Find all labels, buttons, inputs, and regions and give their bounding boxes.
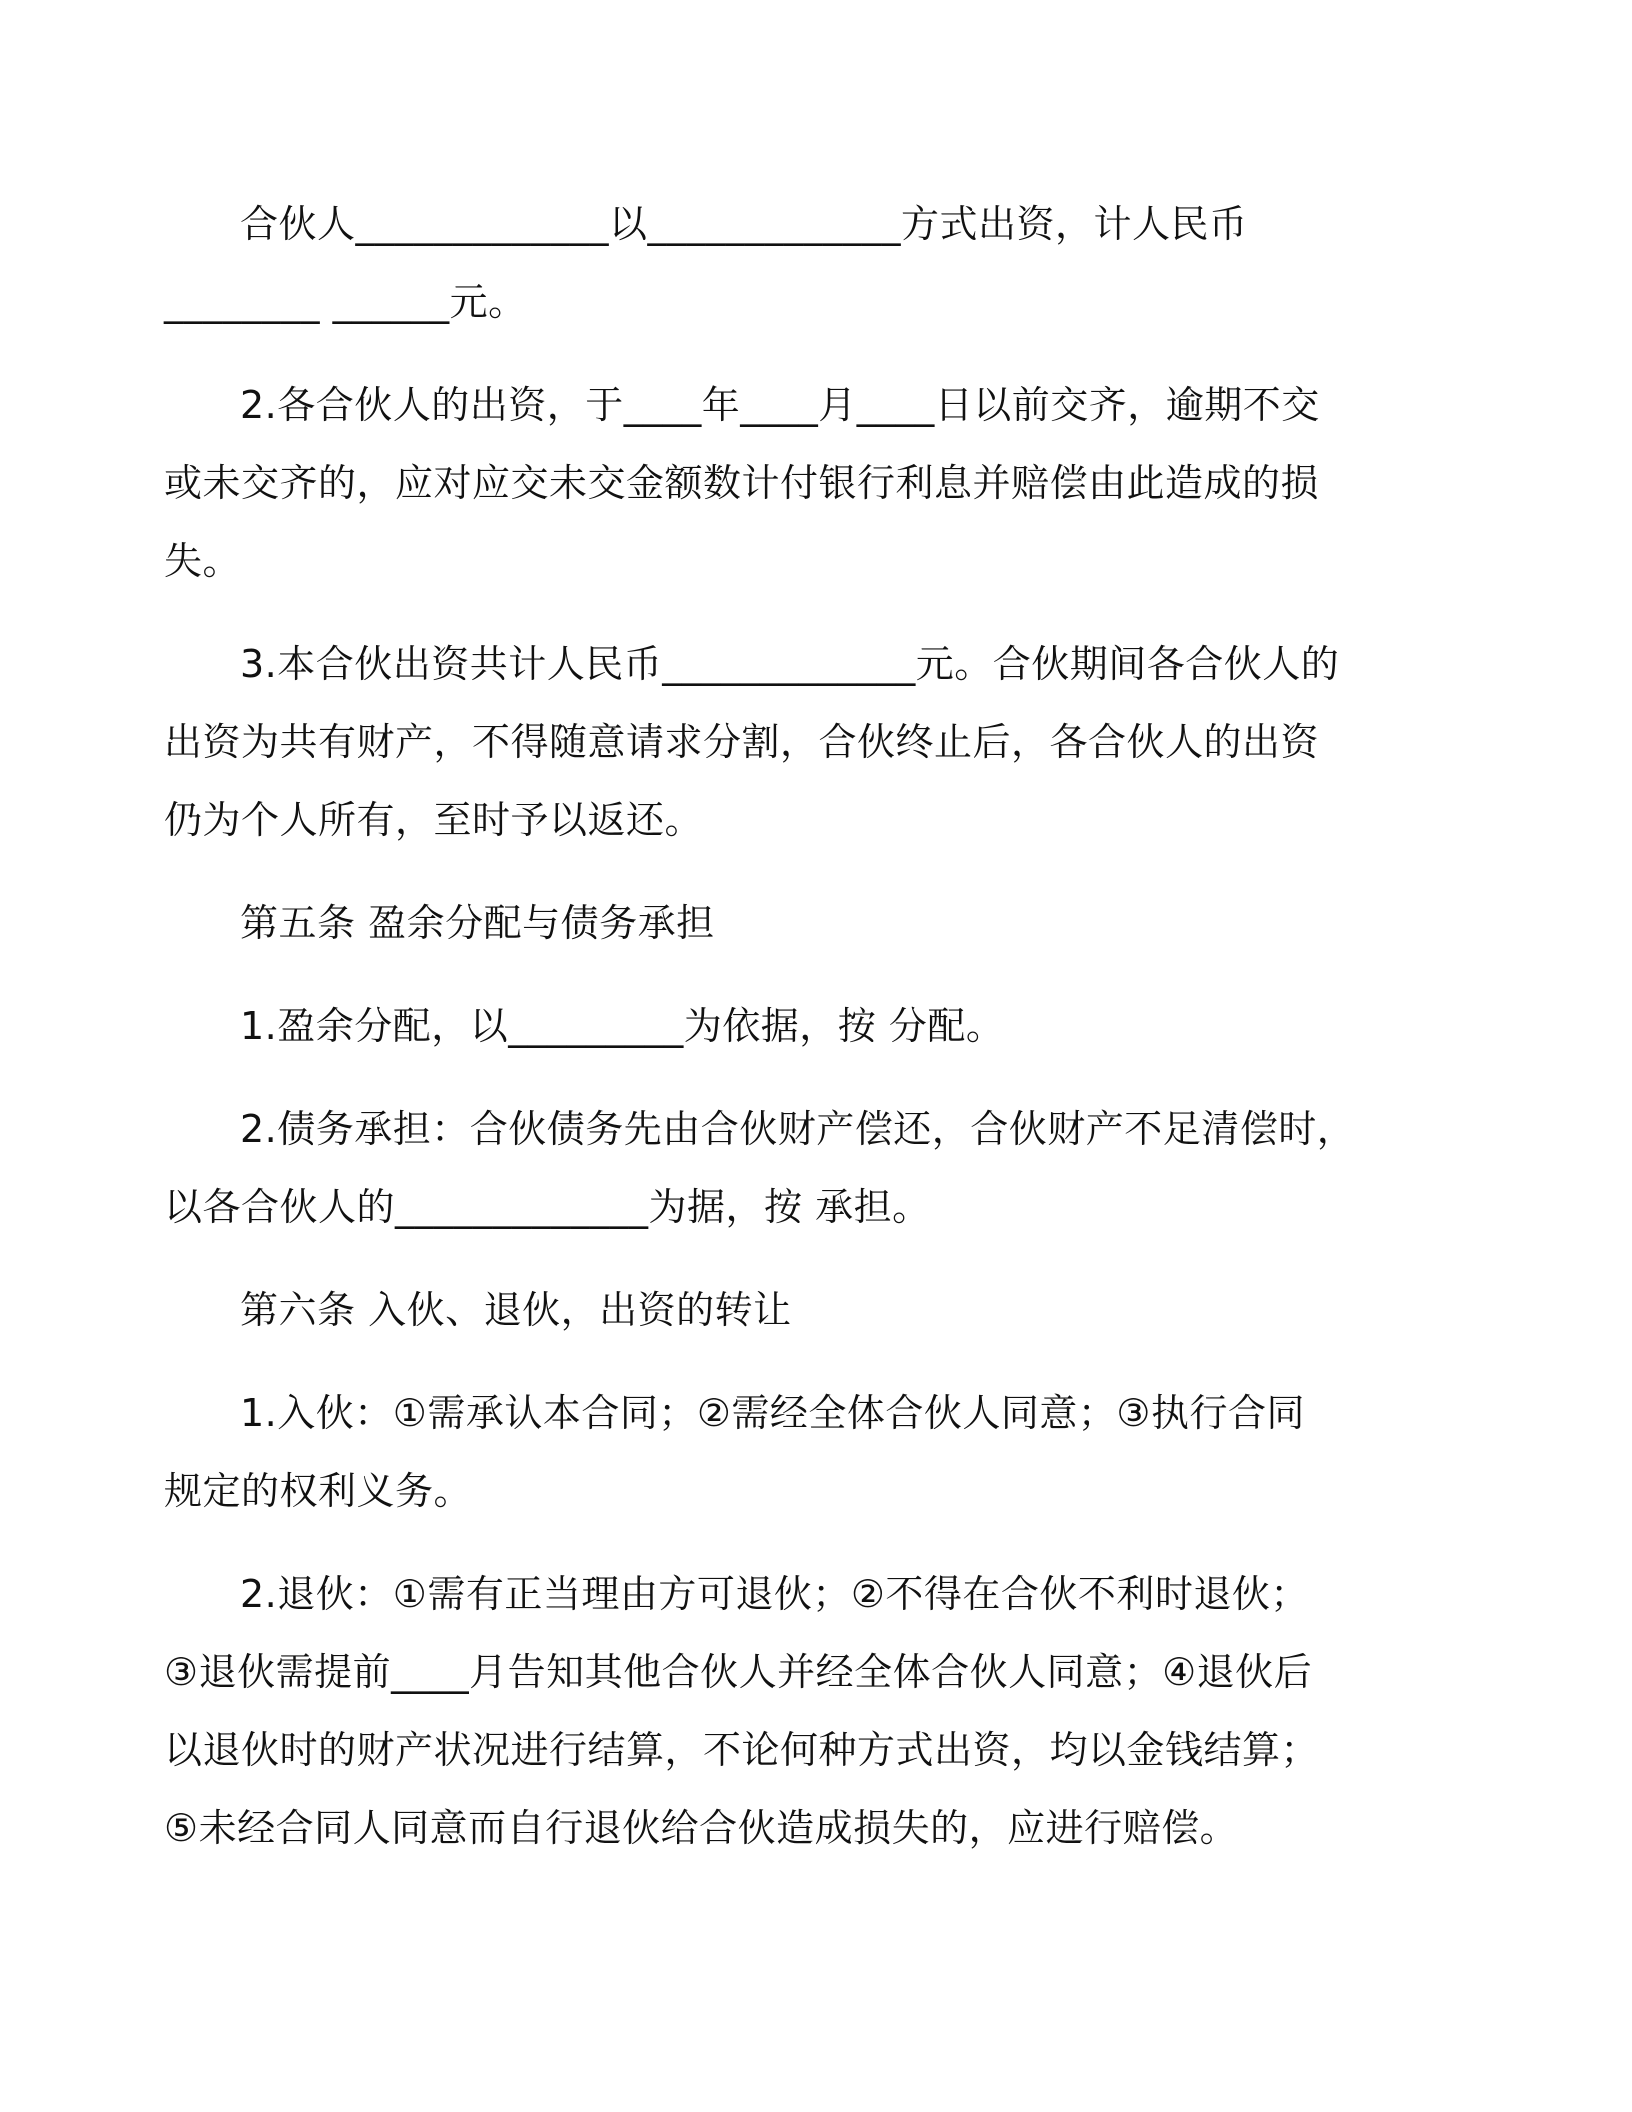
paragraph-profit-distribution	[240, 987, 1380, 1065]
text-line: 1.入伙：①需承认本合同；②需经全体合伙人同意；③执行合同	[240, 1391, 1305, 1435]
section-heading-article-6	[240, 1271, 1380, 1349]
text-line: 仍为个人所有，至时予以返还。	[164, 798, 704, 842]
text-line: 第六条 入伙、退伙，出资的转让	[240, 1288, 792, 1332]
text-line: ⑤未经合同人同意而自行退伙给合伙造成损失的，应进行赔偿。	[164, 1806, 1239, 1850]
text-line: ________ ______元。	[164, 280, 527, 324]
paragraph-withdrawal	[164, 1555, 1380, 1867]
text-line: 第五条 盈余分配与债务承担	[240, 901, 715, 945]
text-line: 以退伙时的财产状况进行结算，不论何种方式出资，均以金钱结算；	[164, 1728, 1320, 1772]
text-line: 2.各合伙人的出资，于____年____月____日以前交齐，逾期不交	[240, 383, 1320, 427]
paragraph-debt-bearing	[164, 1090, 1380, 1246]
paragraph-contribution-deadline	[164, 366, 1380, 600]
text-line: 2.债务承担：合伙债务先由合伙财产偿还，合伙财产不足清偿时，	[240, 1107, 1356, 1151]
document-body	[164, 185, 1380, 1867]
section-heading-article-5	[240, 884, 1380, 962]
text-line: 合伙人_____________以_____________方式出资，计人民币	[240, 202, 1248, 246]
text-line: ③退伙需提前____月告知其他合伙人并经全体合伙人同意；④退伙后	[164, 1650, 1313, 1694]
text-line: 1.盈余分配，以_________为依据，按 分配。	[240, 1004, 1005, 1048]
text-line: 出资为共有财产，不得随意请求分割，合伙终止后，各合伙人的出资	[164, 720, 1320, 764]
text-line: 3.本合伙出资共计人民币_____________元。合伙期间各合伙人的	[240, 642, 1340, 686]
text-line: 或未交齐的，应对应交未交金额数计付银行利息并赔偿由此造成的损	[164, 461, 1320, 505]
text-line: 规定的权利义务。	[164, 1469, 473, 1513]
paragraph-joining-partnership	[164, 1374, 1380, 1530]
text-line: 失。	[164, 539, 242, 583]
text-line: 以各合伙人的_____________为据，按 承担。	[164, 1185, 931, 1229]
paragraph-total-contribution	[164, 625, 1380, 859]
text-line: 2.退伙：①需有正当理由方可退伙；②不得在合伙不利时退伙；	[240, 1572, 1309, 1616]
paragraph-capital-contribution-method	[164, 185, 1380, 341]
